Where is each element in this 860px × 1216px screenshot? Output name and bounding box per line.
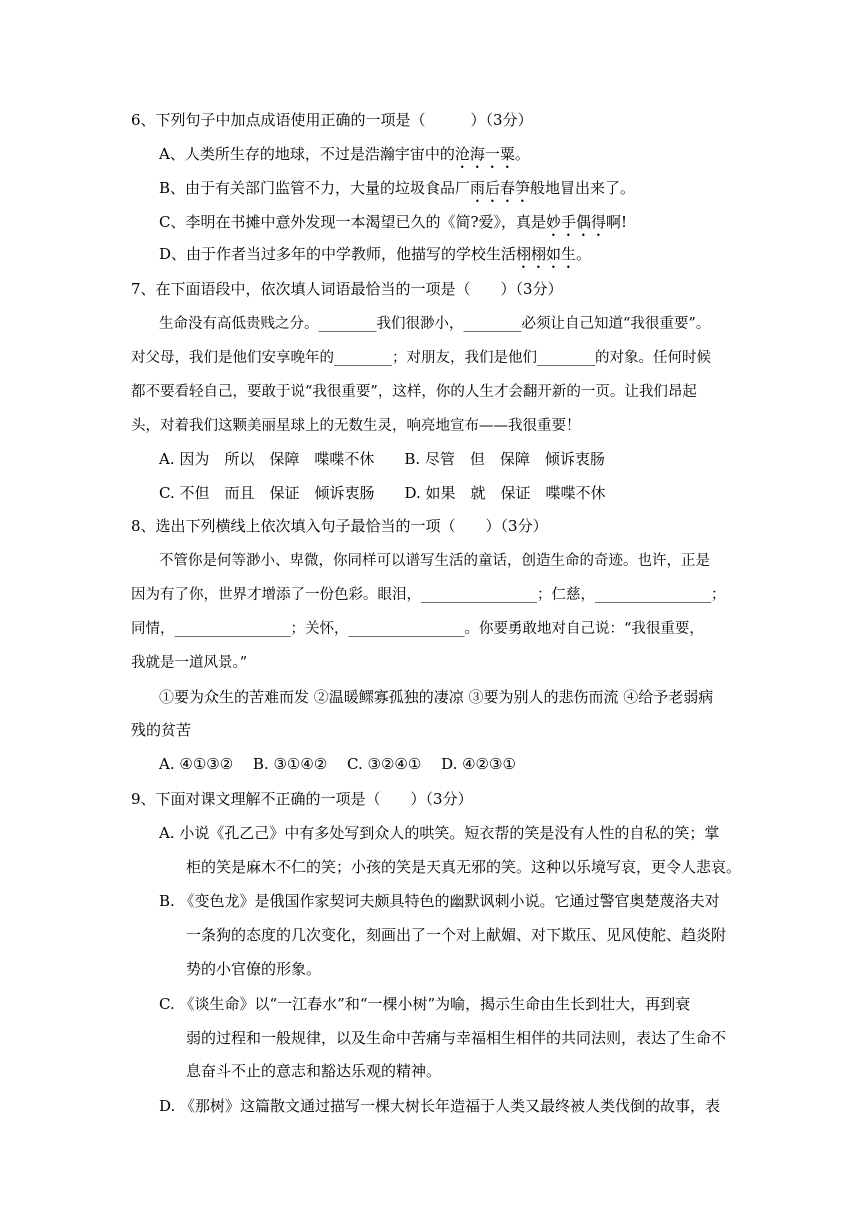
q6-stem: 6、下列句子中加点成语使用正确的一项是（ ）（3分）	[131, 111, 533, 129]
q9-option-a-line: A. 小说《孔乙己》中有多处写到众人的哄笑。短衣帮的笑是没有人性的自私的笑；掌	[159, 824, 720, 842]
q7-passage-line: 生命没有高低贵贱之分。________我们很渺小，________必须让自己知道“我很重要”。	[159, 316, 711, 332]
q9-option-b-line: 势的小官僚的形象。	[186, 960, 322, 978]
q6-option-b-text: B、由于有关部门监管不力，大量的垃圾食品厂	[159, 179, 471, 197]
q8-passage-line: 同情，________________；关怀，________________。你要勇敢地对自己说：“我很重要，	[131, 621, 704, 637]
q8-choices-line: 残的贫苦	[131, 721, 192, 739]
q9-option-a-line: 柜的笑是麻木不仁的笑；小孩的笑是天真无邪的笑。这种以乐境写哀，更令人悲哀。	[186, 858, 742, 876]
q9-option-c-line: 息奋斗不止的意志和豁达乐观的精神。	[186, 1062, 442, 1080]
q7-passage-line: 对父母，我们是他们安享晚年的________；对朋友，我们是他们________的对象。任何时候	[131, 350, 711, 366]
q6-option-d	[159, 244, 591, 272]
q7-options-cd: C. 不但 而且 保证 倾诉衷肠 D. 如果 就 保证 喋喋不休	[159, 484, 606, 502]
q6-option-d-text: D、由于作者当过多年的中学教师，他描写的学校生活	[159, 245, 517, 263]
q9-option-c-line: 弱的过程和一般规律，以及生命中苦痛与幸福相生相伴的共同法则，表达了生命不	[186, 1029, 727, 1047]
q8-passage-line: 我就是一道风景。”	[131, 655, 248, 671]
q8-passage-line: 不管你是何等渺小、卑微，你同样可以谱写生活的童话，创造生命的奇迹。也许，正是	[159, 553, 710, 569]
q9-option-b-line: B. 《变色龙》是俄国作家契诃夫颇具特色的幽默讽刺小说。它通过警官奥楚蔑洛夫对	[159, 892, 720, 910]
q6-option-c-end: 啊!	[606, 213, 628, 231]
q6-option-b	[159, 178, 635, 206]
q6-option-a-end: 。	[514, 145, 530, 163]
q6-option-c-idiom: 妙手偶得	[546, 213, 607, 231]
q9-stem: 9、下面对课文理解不正确的一项是（ ）（3分）	[131, 790, 473, 808]
q7-stem: 7、在下面语段中，依次填人词语最恰当的一项是（ ）（3分）	[131, 280, 563, 298]
q9-option-d-line: D. 《那树》这篇散文通过描写一棵大树长年造福于人类又最终被人类伐倒的故事，表	[159, 1097, 721, 1115]
q6-option-c	[159, 212, 627, 240]
q9-option-b-line: 一条狗的态度的几次变化，刻画出了一个对上献媚、对下欺压、见风使舵、趋炎附	[186, 926, 727, 944]
q6-option-a-text: A、人类所生存的地球，不过是浩瀚宇宙中的	[159, 145, 455, 163]
q8-options: A. ④①③② B. ③①④② C. ③②④① D. ④②③①	[159, 755, 516, 773]
q7-options-ab: A. 因为 所以 保障 喋喋不休 B. 尽管 但 保障 倾诉衷肠	[159, 450, 605, 468]
q9-option-c-line: C. 《谈生命》以“一江春水”和“一棵小树”为喻，揭示生命由生长到壮大，再到衰	[159, 995, 691, 1013]
q6-option-a	[159, 144, 530, 172]
q6-option-d-end: 。	[576, 245, 592, 263]
q8-choices-line: ①要为众生的苦难而发 ②温暖鳏寡孤独的凄凉 ③要为别人的悲伤而流 ④给予老弱病	[159, 688, 714, 706]
q7-passage-line: 头，对着我们这颗美丽星球上的无数生灵，响亮地宣布——我很重要！	[131, 418, 581, 434]
q6-option-b-idiom: 雨后春笋	[470, 179, 531, 197]
q6-option-d-idiom: 栩栩如生	[516, 245, 577, 263]
q8-passage-line: 因为有了你，世界才增添了一份色彩。眼泪，________________；仁慈，________________；	[131, 587, 726, 603]
q6-option-c-text: C、李明在书摊中意外发现一本渴望已久的《简?爱》，真是	[159, 213, 547, 231]
q7-passage-line: 都不要看轻自己，要敢于说“我很重要”，这样，你的人生才会翻开新的一页。让我们昂起	[131, 384, 697, 400]
q6-option-a-idiom: 沧海一粟	[454, 145, 515, 163]
q6-option-b-end: 般地冒出来了。	[530, 179, 636, 197]
q8-stem: 8、选出下列横线上依次填入句子最恰当的一项（ ）（3分）	[131, 517, 548, 535]
